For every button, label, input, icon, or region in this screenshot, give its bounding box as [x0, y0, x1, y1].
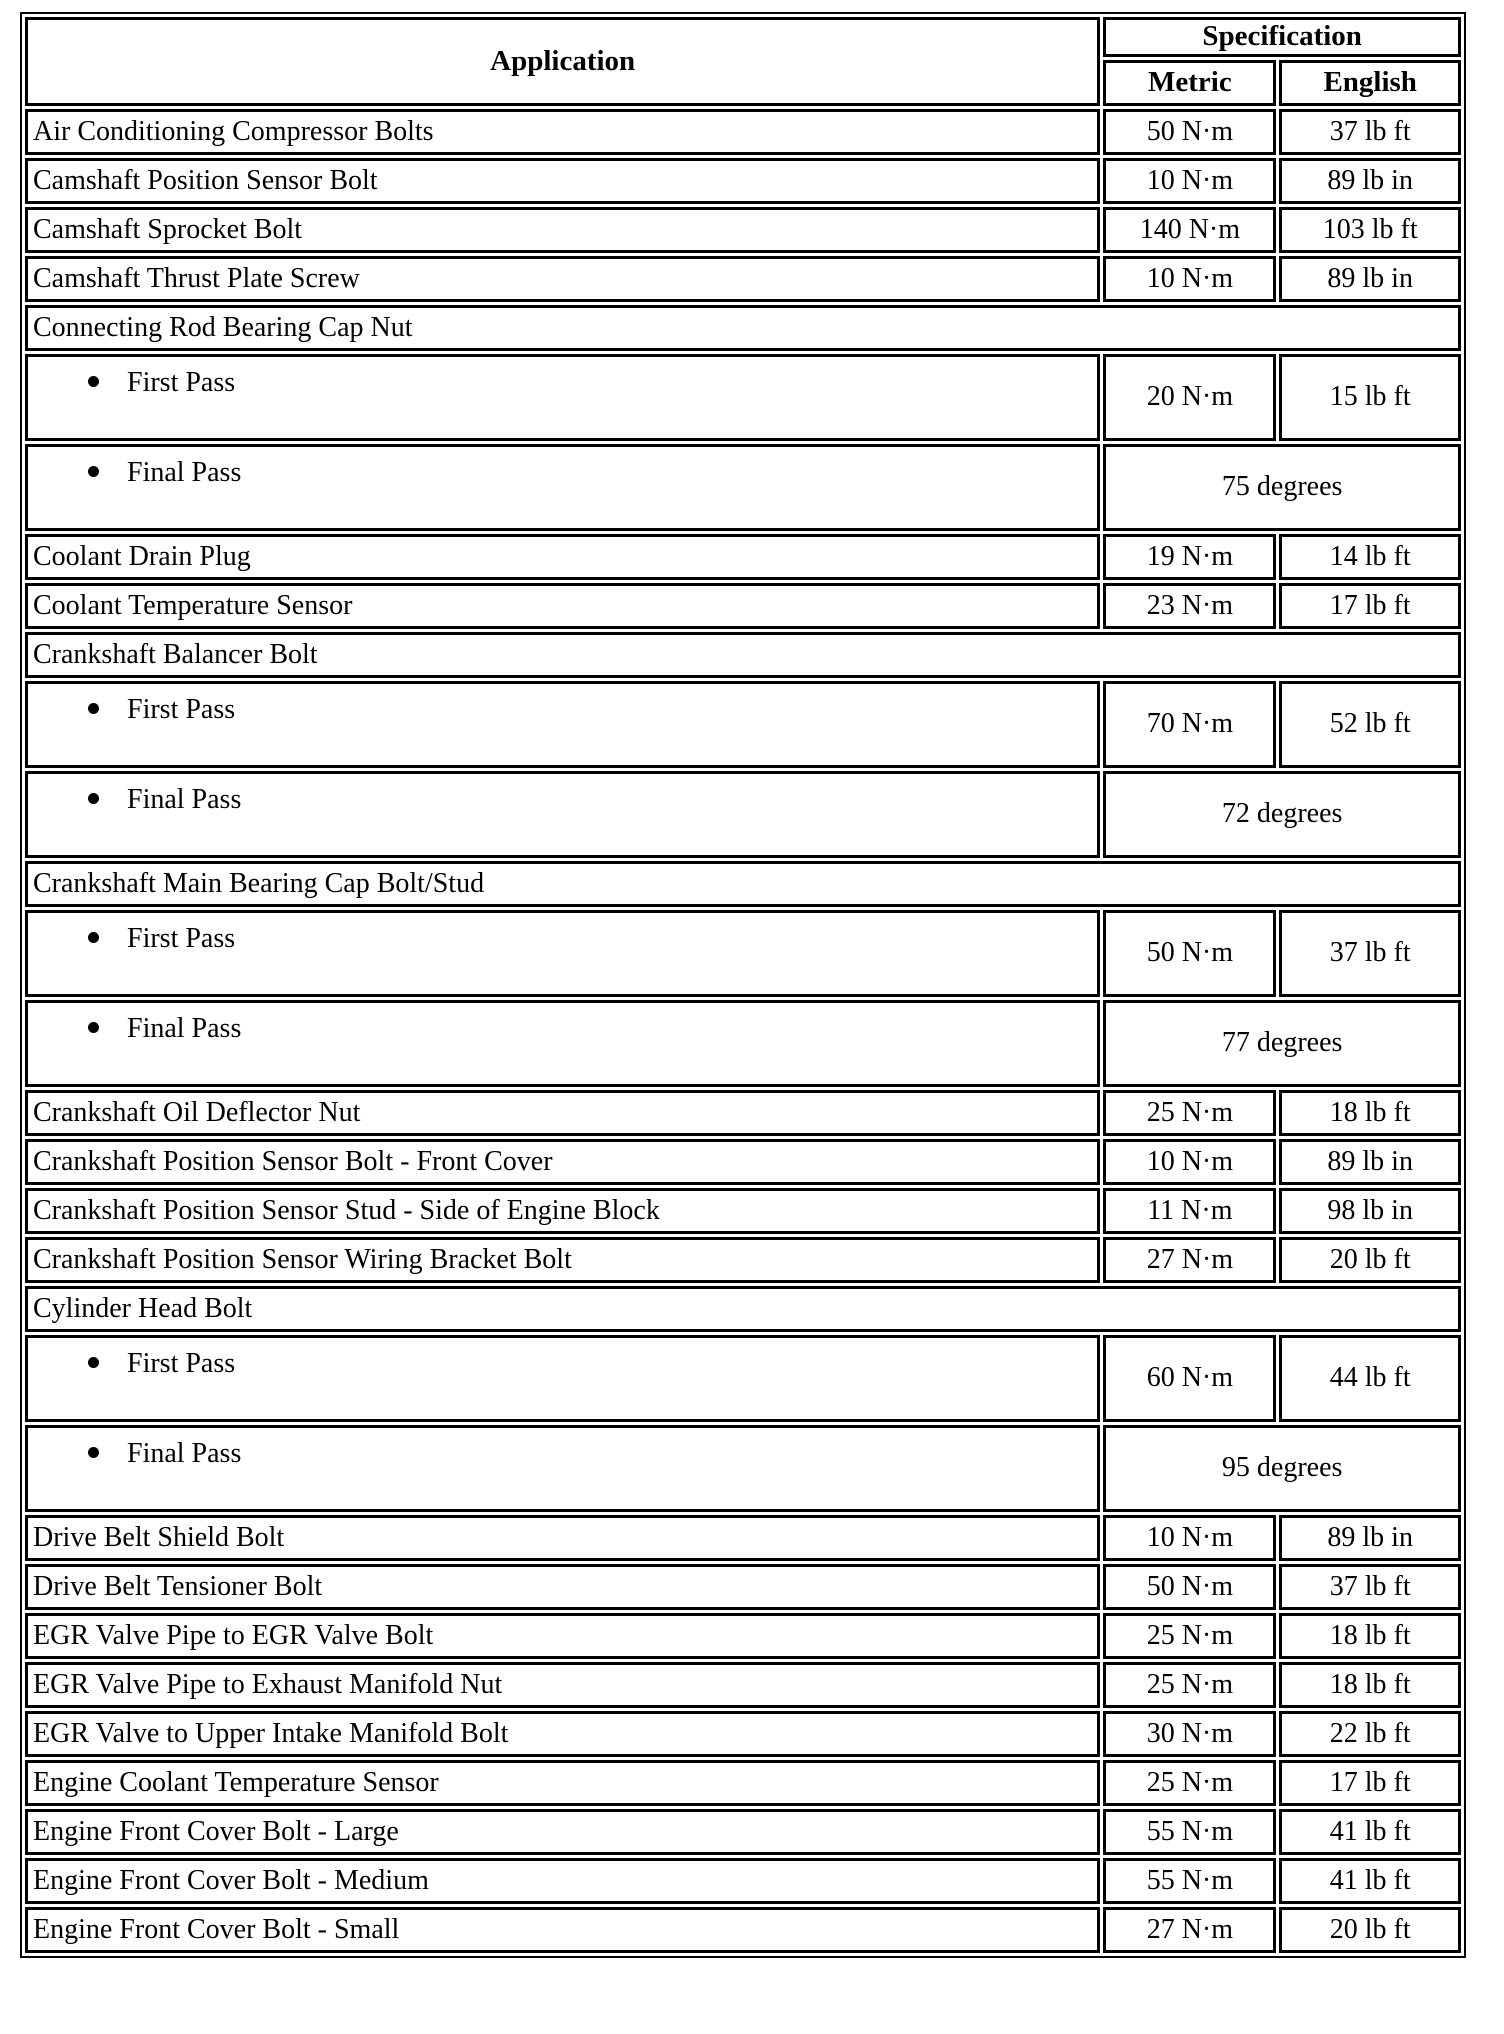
metric-value-cell: 55 N·m — [1103, 1809, 1276, 1855]
table-row — [25, 1286, 1461, 1332]
metric-value-cell: 50 N·m — [1103, 109, 1276, 155]
table-row — [25, 534, 1461, 580]
bullet-step-label: First Pass — [127, 1348, 236, 1379]
english-value-cell: 89 lb in — [1279, 158, 1461, 204]
section-header-cell: Crankshaft Main Bearing Cap Bolt/Stud — [25, 861, 1461, 907]
table-row — [25, 632, 1461, 678]
table-row — [25, 1237, 1461, 1283]
table-row — [25, 305, 1461, 351]
bullet-step-label: First Pass — [127, 367, 236, 398]
metric-value-cell: 25 N·m — [1103, 1613, 1276, 1659]
header-row-top — [25, 17, 1461, 57]
metric-column-header: Metric — [1103, 60, 1276, 106]
table-row — [25, 1515, 1461, 1561]
application-cell: Engine Front Cover Bolt - Large — [25, 1809, 1100, 1855]
table-row — [25, 1907, 1461, 1953]
application-cell: Coolant Drain Plug — [25, 534, 1100, 580]
torque-specifications-table — [20, 12, 1466, 1958]
section-header-cell: Crankshaft Balancer Bolt — [25, 632, 1461, 678]
table-row — [25, 1139, 1461, 1185]
metric-value-cell: 27 N·m — [1103, 1237, 1276, 1283]
english-value-cell: 103 lb ft — [1279, 207, 1461, 253]
application-cell: Engine Front Cover Bolt - Medium — [25, 1858, 1100, 1904]
english-value-cell: 41 lb ft — [1279, 1858, 1461, 1904]
english-value-cell: 17 lb ft — [1279, 583, 1461, 629]
english-value-cell: 20 lb ft — [1279, 1907, 1461, 1953]
metric-value-cell: 11 N·m — [1103, 1188, 1276, 1234]
metric-value-cell: 25 N·m — [1103, 1662, 1276, 1708]
table-body — [25, 109, 1461, 1953]
application-column-header: Application — [25, 17, 1100, 106]
table-row — [25, 1188, 1461, 1234]
table-row — [25, 1000, 1461, 1087]
section-header-cell: Connecting Rod Bearing Cap Nut — [25, 305, 1461, 351]
bullet-icon — [88, 1022, 99, 1033]
metric-value-cell: 25 N·m — [1103, 1090, 1276, 1136]
metric-value-cell: 10 N·m — [1103, 158, 1276, 204]
bullet-icon — [88, 793, 99, 804]
application-cell: Coolant Temperature Sensor — [25, 583, 1100, 629]
english-value-cell: 17 lb ft — [1279, 1760, 1461, 1806]
table-row — [25, 1662, 1461, 1708]
bullet-step-cell — [25, 1000, 1100, 1087]
metric-value-cell: 50 N·m — [1103, 910, 1276, 997]
english-value-cell: 37 lb ft — [1279, 1564, 1461, 1610]
english-value-cell: 41 lb ft — [1279, 1809, 1461, 1855]
bullet-step-label: Final Pass — [127, 784, 242, 815]
metric-value-cell: 70 N·m — [1103, 681, 1276, 768]
metric-value-cell: 60 N·m — [1103, 1335, 1276, 1422]
english-value-cell: 15 lb ft — [1279, 354, 1461, 441]
bullet-icon — [88, 1447, 99, 1458]
bullet-icon — [88, 932, 99, 943]
english-value-cell: 89 lb in — [1279, 256, 1461, 302]
table-row — [25, 207, 1461, 253]
metric-value-cell: 30 N·m — [1103, 1711, 1276, 1757]
bullet-step-cell — [25, 1425, 1100, 1512]
table-row — [25, 1564, 1461, 1610]
table-row — [25, 1335, 1461, 1422]
application-cell: Drive Belt Tensioner Bolt — [25, 1564, 1100, 1610]
bullet-icon — [88, 466, 99, 477]
table-row — [25, 681, 1461, 768]
table-row — [25, 444, 1461, 531]
metric-value-cell: 140 N·m — [1103, 207, 1276, 253]
metric-value-cell: 23 N·m — [1103, 583, 1276, 629]
bullet-step-label: Final Pass — [127, 457, 242, 488]
english-value-cell: 89 lb in — [1279, 1139, 1461, 1185]
metric-value-cell: 55 N·m — [1103, 1858, 1276, 1904]
application-cell: Crankshaft Oil Deflector Nut — [25, 1090, 1100, 1136]
application-cell: Engine Coolant Temperature Sensor — [25, 1760, 1100, 1806]
bullet-step-label: Final Pass — [127, 1438, 242, 1469]
english-value-cell: 52 lb ft — [1279, 681, 1461, 768]
bullet-step-cell — [25, 444, 1100, 531]
table-row — [25, 1613, 1461, 1659]
table-row — [25, 354, 1461, 441]
english-value-cell: 20 lb ft — [1279, 1237, 1461, 1283]
table-row — [25, 1760, 1461, 1806]
english-value-cell: 37 lb ft — [1279, 910, 1461, 997]
table-row — [25, 256, 1461, 302]
metric-value-cell: 20 N·m — [1103, 354, 1276, 441]
english-value-cell: 18 lb ft — [1279, 1613, 1461, 1659]
english-value-cell: 22 lb ft — [1279, 1711, 1461, 1757]
degrees-value-cell: 72 degrees — [1103, 771, 1461, 858]
bullet-step-cell — [25, 910, 1100, 997]
metric-value-cell: 25 N·m — [1103, 1760, 1276, 1806]
application-cell: Camshaft Position Sensor Bolt — [25, 158, 1100, 204]
bullet-step-label: Final Pass — [127, 1013, 242, 1044]
table-row — [25, 771, 1461, 858]
table-row — [25, 1090, 1461, 1136]
degrees-value-cell: 75 degrees — [1103, 444, 1461, 531]
table-row — [25, 158, 1461, 204]
metric-value-cell: 27 N·m — [1103, 1907, 1276, 1953]
metric-value-cell: 10 N·m — [1103, 256, 1276, 302]
metric-value-cell: 10 N·m — [1103, 1515, 1276, 1561]
bullet-step-cell — [25, 354, 1100, 441]
english-column-header: English — [1279, 60, 1461, 106]
table-row — [25, 109, 1461, 155]
table-row — [25, 1858, 1461, 1904]
application-cell: EGR Valve Pipe to EGR Valve Bolt — [25, 1613, 1100, 1659]
english-value-cell: 44 lb ft — [1279, 1335, 1461, 1422]
bullet-step-cell — [25, 771, 1100, 858]
table-row — [25, 1711, 1461, 1757]
application-cell: Air Conditioning Compressor Bolts — [25, 109, 1100, 155]
section-header-cell: Cylinder Head Bolt — [25, 1286, 1461, 1332]
metric-value-cell: 50 N·m — [1103, 1564, 1276, 1610]
bullet-icon — [88, 1357, 99, 1368]
table-row — [25, 861, 1461, 907]
application-cell: EGR Valve to Upper Intake Manifold Bolt — [25, 1711, 1100, 1757]
application-cell: EGR Valve Pipe to Exhaust Manifold Nut — [25, 1662, 1100, 1708]
specification-column-header: Specification — [1103, 17, 1461, 57]
application-cell: Drive Belt Shield Bolt — [25, 1515, 1100, 1561]
degrees-value-cell: 77 degrees — [1103, 1000, 1461, 1087]
degrees-value-cell: 95 degrees — [1103, 1425, 1461, 1512]
application-cell: Crankshaft Position Sensor Stud - Side of Engine Block — [25, 1188, 1100, 1234]
bullet-icon — [88, 376, 99, 387]
application-cell: Camshaft Sprocket Bolt — [25, 207, 1100, 253]
bullet-step-cell — [25, 681, 1100, 768]
english-value-cell: 98 lb in — [1279, 1188, 1461, 1234]
english-value-cell: 14 lb ft — [1279, 534, 1461, 580]
application-cell: Camshaft Thrust Plate Screw — [25, 256, 1100, 302]
english-value-cell: 18 lb ft — [1279, 1662, 1461, 1708]
bullet-step-label: First Pass — [127, 923, 236, 954]
english-value-cell: 18 lb ft — [1279, 1090, 1461, 1136]
table-header — [25, 17, 1461, 106]
application-cell: Crankshaft Position Sensor Bolt - Front Cover — [25, 1139, 1100, 1185]
english-value-cell: 89 lb in — [1279, 1515, 1461, 1561]
table-row — [25, 1425, 1461, 1512]
table-row — [25, 1809, 1461, 1855]
application-cell: Crankshaft Position Sensor Wiring Bracket Bolt — [25, 1237, 1100, 1283]
metric-value-cell: 19 N·m — [1103, 534, 1276, 580]
bullet-step-label: First Pass — [127, 694, 236, 725]
table-row — [25, 910, 1461, 997]
table-row — [25, 583, 1461, 629]
metric-value-cell: 10 N·m — [1103, 1139, 1276, 1185]
application-cell: Engine Front Cover Bolt - Small — [25, 1907, 1100, 1953]
english-value-cell: 37 lb ft — [1279, 109, 1461, 155]
bullet-icon — [88, 703, 99, 714]
bullet-step-cell — [25, 1335, 1100, 1422]
